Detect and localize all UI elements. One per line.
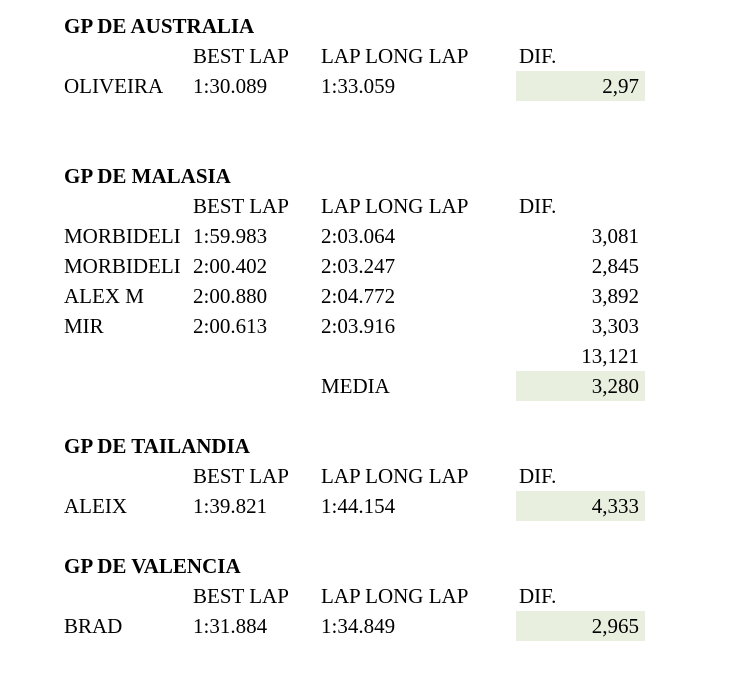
best-lap-time: 2:00.402 xyxy=(193,254,268,278)
best-lap-time: 1:59.983 xyxy=(193,224,268,248)
header-best-lap: BEST LAP xyxy=(193,584,289,608)
dif-value: 3,303 xyxy=(591,314,639,338)
long-lap-time: 2:03.064 xyxy=(321,224,396,248)
section-title-malasia: GP DE MALASIA xyxy=(64,164,231,188)
header-best-lap: BEST LAP xyxy=(193,194,289,218)
media-value-highlighted: 3,280 xyxy=(516,371,645,401)
long-lap-time: 1:34.849 xyxy=(321,614,396,638)
dif-total: 13,121 xyxy=(581,344,639,368)
section-title-valencia: GP DE VALENCIA xyxy=(64,554,241,578)
header-long-lap: LAP LONG LAP xyxy=(321,194,469,218)
section-title-australia: GP DE AUSTRALIA xyxy=(64,14,255,38)
rider-name: MORBIDELI xyxy=(64,254,181,278)
best-lap-time: 1:31.884 xyxy=(193,614,268,638)
header-long-lap: LAP LONG LAP xyxy=(321,584,469,608)
rider-name: BRAD xyxy=(64,614,123,638)
dif-value: 2,845 xyxy=(591,254,639,278)
dif-value-highlighted: 2,965 xyxy=(516,611,645,641)
rider-name: ALEIX xyxy=(64,494,127,518)
media-label: MEDIA xyxy=(321,374,390,398)
section-title-tailandia: GP DE TAILANDIA xyxy=(64,434,250,458)
long-lap-time: 2:03.916 xyxy=(321,314,396,338)
rider-name: OLIVEIRA xyxy=(64,74,164,98)
rider-name: MIR xyxy=(64,314,104,338)
long-lap-time: 1:33.059 xyxy=(321,74,396,98)
header-best-lap: BEST LAP xyxy=(193,44,289,68)
best-lap-time: 2:00.613 xyxy=(193,314,268,338)
best-lap-time: 1:30.089 xyxy=(193,74,268,98)
dif-value-highlighted: 4,333 xyxy=(516,491,645,521)
header-dif: DIF. xyxy=(519,194,557,218)
header-dif: DIF. xyxy=(519,44,557,68)
header-long-lap: LAP LONG LAP xyxy=(321,464,469,488)
rider-name: ALEX M xyxy=(64,284,144,308)
header-best-lap: BEST LAP xyxy=(193,464,289,488)
rider-name: MORBIDELI xyxy=(64,224,181,248)
dif-value: 3,892 xyxy=(591,284,639,308)
long-lap-time: 2:04.772 xyxy=(321,284,396,308)
header-dif: DIF. xyxy=(519,464,557,488)
best-lap-time: 2:00.880 xyxy=(193,284,268,308)
header-dif: DIF. xyxy=(519,584,557,608)
best-lap-time: 1:39.821 xyxy=(193,494,268,518)
long-lap-time: 1:44.154 xyxy=(321,494,396,518)
long-lap-time: 2:03.247 xyxy=(321,254,396,278)
dif-value-highlighted: 2,97 xyxy=(516,71,645,101)
dif-value: 3,081 xyxy=(591,224,639,248)
header-long-lap: LAP LONG LAP xyxy=(321,44,469,68)
